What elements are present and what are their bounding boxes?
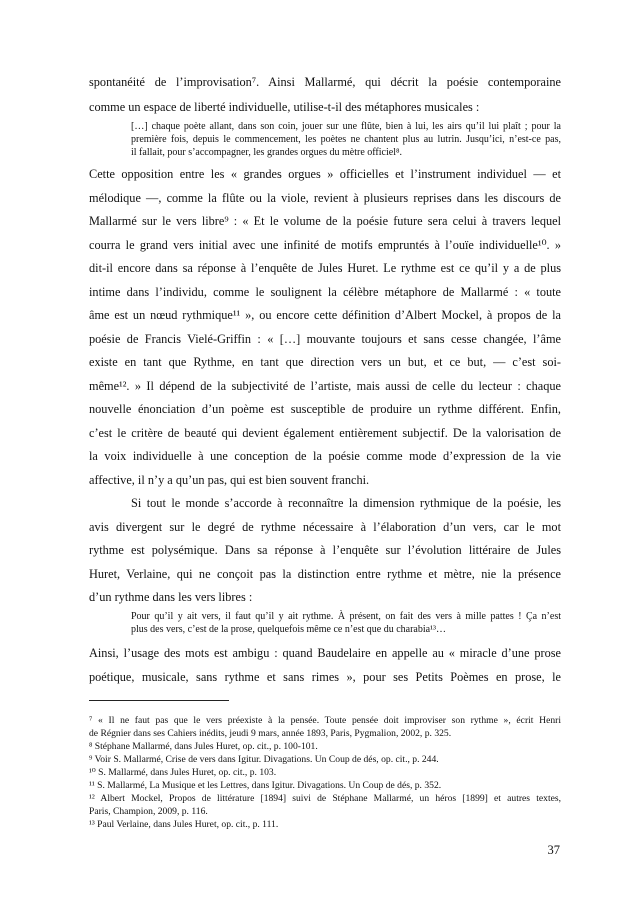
body-line: même¹². » Il dépend de la subjectivité de l’artiste, mais aussi de celle du lecteur : chaque: [89, 379, 561, 393]
page-number: 37: [547, 843, 560, 857]
body-line: spontanéité de l’improvisation⁷. Ainsi Mallarmé, qui décrit la poésie contemporaine: [89, 75, 561, 89]
block-quote-line: Pour qu’il y ait vers, il faut qu’il y ait rythme. À présent, on fait des vers à mille pattes ! Ça n’est: [131, 611, 561, 622]
footnote-line: ¹¹ S. Mallarmé, La Musique et les Lettres, dans Igitur. Divagations. Un Coup de dés, p. 352.: [89, 780, 442, 791]
body-line: la voix individuelle à une conception de la poésie comme mode d’expression de la vie: [89, 449, 561, 463]
body-line: avis divergent sur le degré de rythme nécessaire à l’élaboration d’un vers, car le mot: [89, 520, 561, 534]
body-line: courra le grand vers initial avec une infinité de motifs empruntés à l’ouïe individuelle¹⁰. »: [89, 238, 561, 252]
footnote-rule: [89, 700, 229, 701]
body-line: mélodique —, comme la flûte ou la viole, revient à plusieurs reprises dans les discours de: [89, 191, 561, 205]
footnote-line: ⁷ « Il ne faut pas que le vers préexiste à la pensée. Toute pensée doit improviser son rythme », écrit Henri: [89, 715, 561, 726]
body-line: dit-il encore dans sa réponse à l’enquête de Jules Huret. Le rythme est ce qu’il y a de plus: [89, 261, 561, 275]
footnote-line: Paris, Champion, 2009, p. 116.: [89, 806, 208, 817]
footnote-line: ¹⁰ S. Mallarmé, dans Jules Huret, op. cit., p. 103.: [89, 767, 277, 778]
block-quote-line: plus des vers, c’est de la prose, quelquefois même ce n’est que du charabia¹³…: [131, 624, 447, 635]
block-quote-line: […] chaque poète allant, dans son coin, jouer sur une flûte, bien à lui, les airs qu’il lui plaît ; pour la: [131, 121, 561, 132]
body-line: rythme est polysémique. Dans sa réponse à l’enquête sur l’évolution littéraire de Jules: [89, 543, 561, 557]
body-line: c’est le critère de beauté qui devient également entièrement subjectif. De la valorisation de: [89, 426, 561, 440]
body-line: intime dans l’individu, comme le soulignent la célèbre métaphore de Mallarmé : « toute: [89, 285, 561, 299]
body-line: nouvelle énonciation d’un poème est susceptible de produire un rythme différent. Enfin,: [89, 402, 561, 416]
footnote-line: ⁸ Stéphane Mallarmé, dans Jules Huret, op. cit., p. 100-101.: [89, 741, 318, 752]
body-line: Ainsi, l’usage des mots est ambigu : quand Baudelaire en appelle au « miracle d’une prose: [89, 646, 561, 660]
footnote-line: ¹² Albert Mockel, Propos de littérature [1894] suivi de Stéphane Mallarmé, un héros [1899] et autres textes,: [89, 793, 561, 804]
block-quote-line: il fallait, pour s’accompagner, les grandes orgues du mètre officiel⁸.: [131, 147, 402, 158]
body-line: d’un rythme dans les vers libres :: [89, 590, 253, 604]
body-line: Huret, Verlaine, qui ne conçoit pas la distinction entre rythme et mètre, nie la présence: [89, 567, 561, 581]
footnote-line: ¹³ Paul Verlaine, dans Jules Huret, op. cit., p. 111.: [89, 819, 279, 830]
body-line: poésie de Francis Vielé-Griffin : « […] mouvante toujours et sans cesse changée, l’âme: [89, 332, 561, 346]
body-line: poétique, musicale, sans rythme et sans rimes », pour ses Petits Poèmes en prose, le: [89, 670, 561, 684]
body-line: âme est un nœud rythmique¹¹ », ou encore cette définition d’Albert Mockel, à propos de la: [89, 308, 561, 322]
body-line: comme un espace de liberté individuelle, utilise-t-il des métaphores musicales :: [89, 100, 480, 114]
block-quote-line: première fois, depuis le commencement, les poètes ne chantent plus au lutrin. Jusqu’ici, n’est-ce pas,: [131, 134, 561, 145]
footnote-line: ⁹ Voir S. Mallarmé, Crise de vers dans Igitur. Divagations. Un Coup de dés, op. cit., p. 244.: [89, 754, 439, 765]
body-line: existe en tant que Rythme, en tant que direction vers un but, et ce but, — c’est soi-: [89, 355, 561, 369]
footnote-line: de Régnier dans ses Cahiers inédits, jeudi 9 mars, année 1893, Paris, Pygmalion, 2002, p. 325.: [89, 728, 452, 739]
body-line: affective, il n’y a qu’un pas, qui est bien souvent franchi.: [89, 473, 370, 487]
body-line: Cette opposition entre les « grandes orgues » officielles et l’instrument individuel — et: [89, 167, 561, 181]
body-line: Mallarmé sur le vers libre⁹ : « Et le volume de la poésie future sera celui à travers lequel: [89, 214, 561, 228]
body-line: Si tout le monde s’accorde à reconnaître la dimension rythmique de la poésie, les: [131, 496, 561, 510]
